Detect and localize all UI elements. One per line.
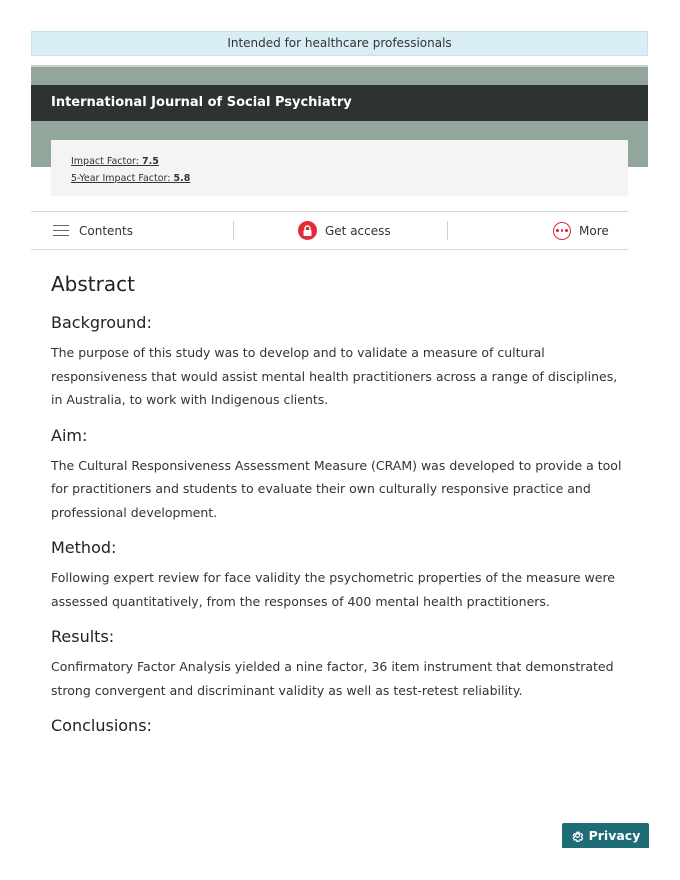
impact-metrics — [51, 140, 628, 196]
hcp-banner-text: Intended for healthcare professionals — [227, 36, 452, 50]
article-toolbar — [31, 211, 628, 250]
hcp-banner — [31, 31, 648, 56]
impact-factor-label[interactable]: Impact Factor: — [71, 156, 139, 167]
section-title: Conclusions: — [51, 716, 152, 735]
five-year-impact-factor-link[interactable] — [71, 170, 628, 187]
five-year-impact-factor-label[interactable]: 5-Year Impact Factor: — [71, 173, 171, 184]
section-title: Background: — [51, 313, 152, 332]
more-button[interactable] — [553, 212, 609, 249]
section-title: Aim: — [51, 425, 88, 445]
more-dots-icon — [553, 222, 571, 240]
abstract-section-aim — [51, 425, 631, 525]
section-title: Results: — [51, 627, 115, 646]
section-title: Method: — [51, 538, 117, 557]
impact-factor-link[interactable] — [71, 153, 628, 170]
more-label: More — [579, 223, 609, 238]
abstract-section-background — [51, 312, 631, 412]
section-text: The Cultural Responsiveness Assessment Measure (CRAM) was developed to provide a tool for practitioners and students to evaluate their own culturally responsive practice and professional development. — [51, 457, 622, 520]
abstract-section-conclusions — [51, 715, 631, 737]
contents-label: Contents — [79, 223, 133, 238]
five-year-impact-factor-value[interactable]: 5.8 — [173, 173, 191, 184]
hamburger-icon — [53, 225, 69, 237]
abstract-section-results — [51, 626, 631, 702]
toolbar-divider — [447, 221, 448, 240]
get-access-label: Get access — [325, 223, 391, 238]
get-access-button[interactable] — [298, 212, 391, 249]
section-text: Following expert review for face validity the psychometric properties of the measure were assessed quantitatively, from the responses of 400 mental health practitioners. — [51, 570, 616, 609]
abstract-section-method — [51, 537, 631, 613]
journal-title[interactable]: International Journal of Social Psychiatry — [51, 95, 352, 110]
journal-title-bar[interactable] — [31, 85, 648, 121]
section-text: Confirmatory Factor Analysis yielded a nine factor, 36 item instrument that demonstrated strong convergent and discriminant validity as well as test-retest reliability. — [51, 659, 614, 698]
contents-button[interactable] — [53, 212, 133, 249]
privacy-button[interactable] — [562, 823, 649, 848]
section-text: The purpose of this study was to develop and to validate a measure of cultural responsiveness that would assist mental health practitioners across a range of disciplines, in Australia, to work with Indigenous clients. — [51, 345, 618, 407]
privacy-label: Privacy — [588, 828, 641, 843]
abstract-content — [51, 270, 631, 737]
toolbar-divider — [233, 221, 234, 240]
lock-icon — [298, 221, 317, 240]
gear-icon — [571, 829, 584, 842]
abstract-heading: Abstract — [51, 272, 135, 296]
impact-factor-value[interactable]: 7.5 — [142, 156, 159, 167]
